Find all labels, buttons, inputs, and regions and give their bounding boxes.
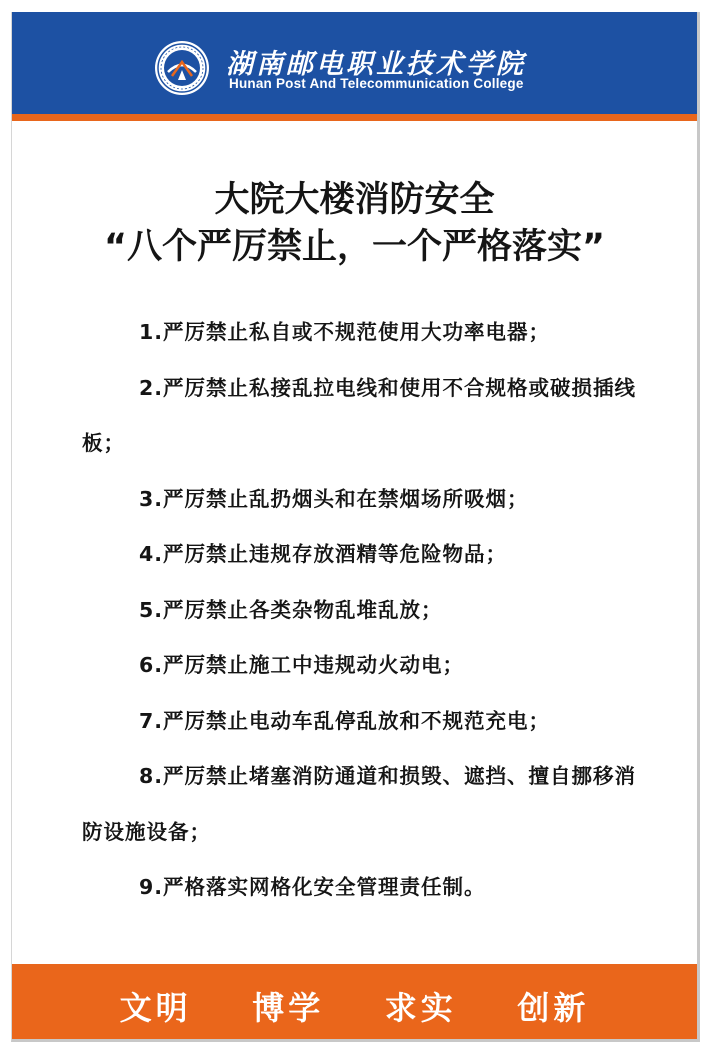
rule-item-9: 9.严格落实网格化安全管理责任制。 (139, 875, 486, 899)
college-name-en: Hunan Post And Telecommunication College (229, 76, 524, 91)
safety-notice-board (11, 12, 700, 1042)
header-accent-stripe (12, 114, 697, 121)
rule-item-2: 2.严厉禁止私接乱拉电线和使用不合规格或破损插线板； (82, 375, 637, 455)
college-name-cn: 湖南邮电职业技术学院 (226, 49, 526, 80)
notice-title: 大院大楼消防安全 (214, 180, 495, 220)
rule-list (82, 305, 642, 916)
college-emblem-icon (154, 40, 210, 96)
rule-item-8: 8.严厉禁止堵塞消防通道和损毁、遮挡、擅自挪移消防设施设备； (82, 764, 637, 844)
rule-item-6: 6.严厉禁止施工中违规动火动电； (139, 653, 465, 677)
rule-item-7: 7.严厉禁止电动车乱停乱放和不规范充电； (139, 708, 551, 733)
rule-item-3: 3.严厉禁止乱扔烟头和在禁烟场所吸烟； (139, 486, 529, 511)
footer-banner (12, 970, 697, 1042)
rule-item-5: 5.严厉禁止各类杂物乱堆乱放； (139, 597, 443, 622)
notice-subtitle: “八个严厉禁止，一个严格落实” (103, 227, 605, 267)
rule-item-1: 1.严厉禁止私自或不规范使用大功率电器； (139, 320, 551, 344)
rule-item-4: 4.严厉禁止违规存放酒精等危险物品； (139, 542, 508, 566)
college-header (12, 12, 697, 114)
college-motto: 文明 博学 求实 创新 (119, 989, 590, 1027)
